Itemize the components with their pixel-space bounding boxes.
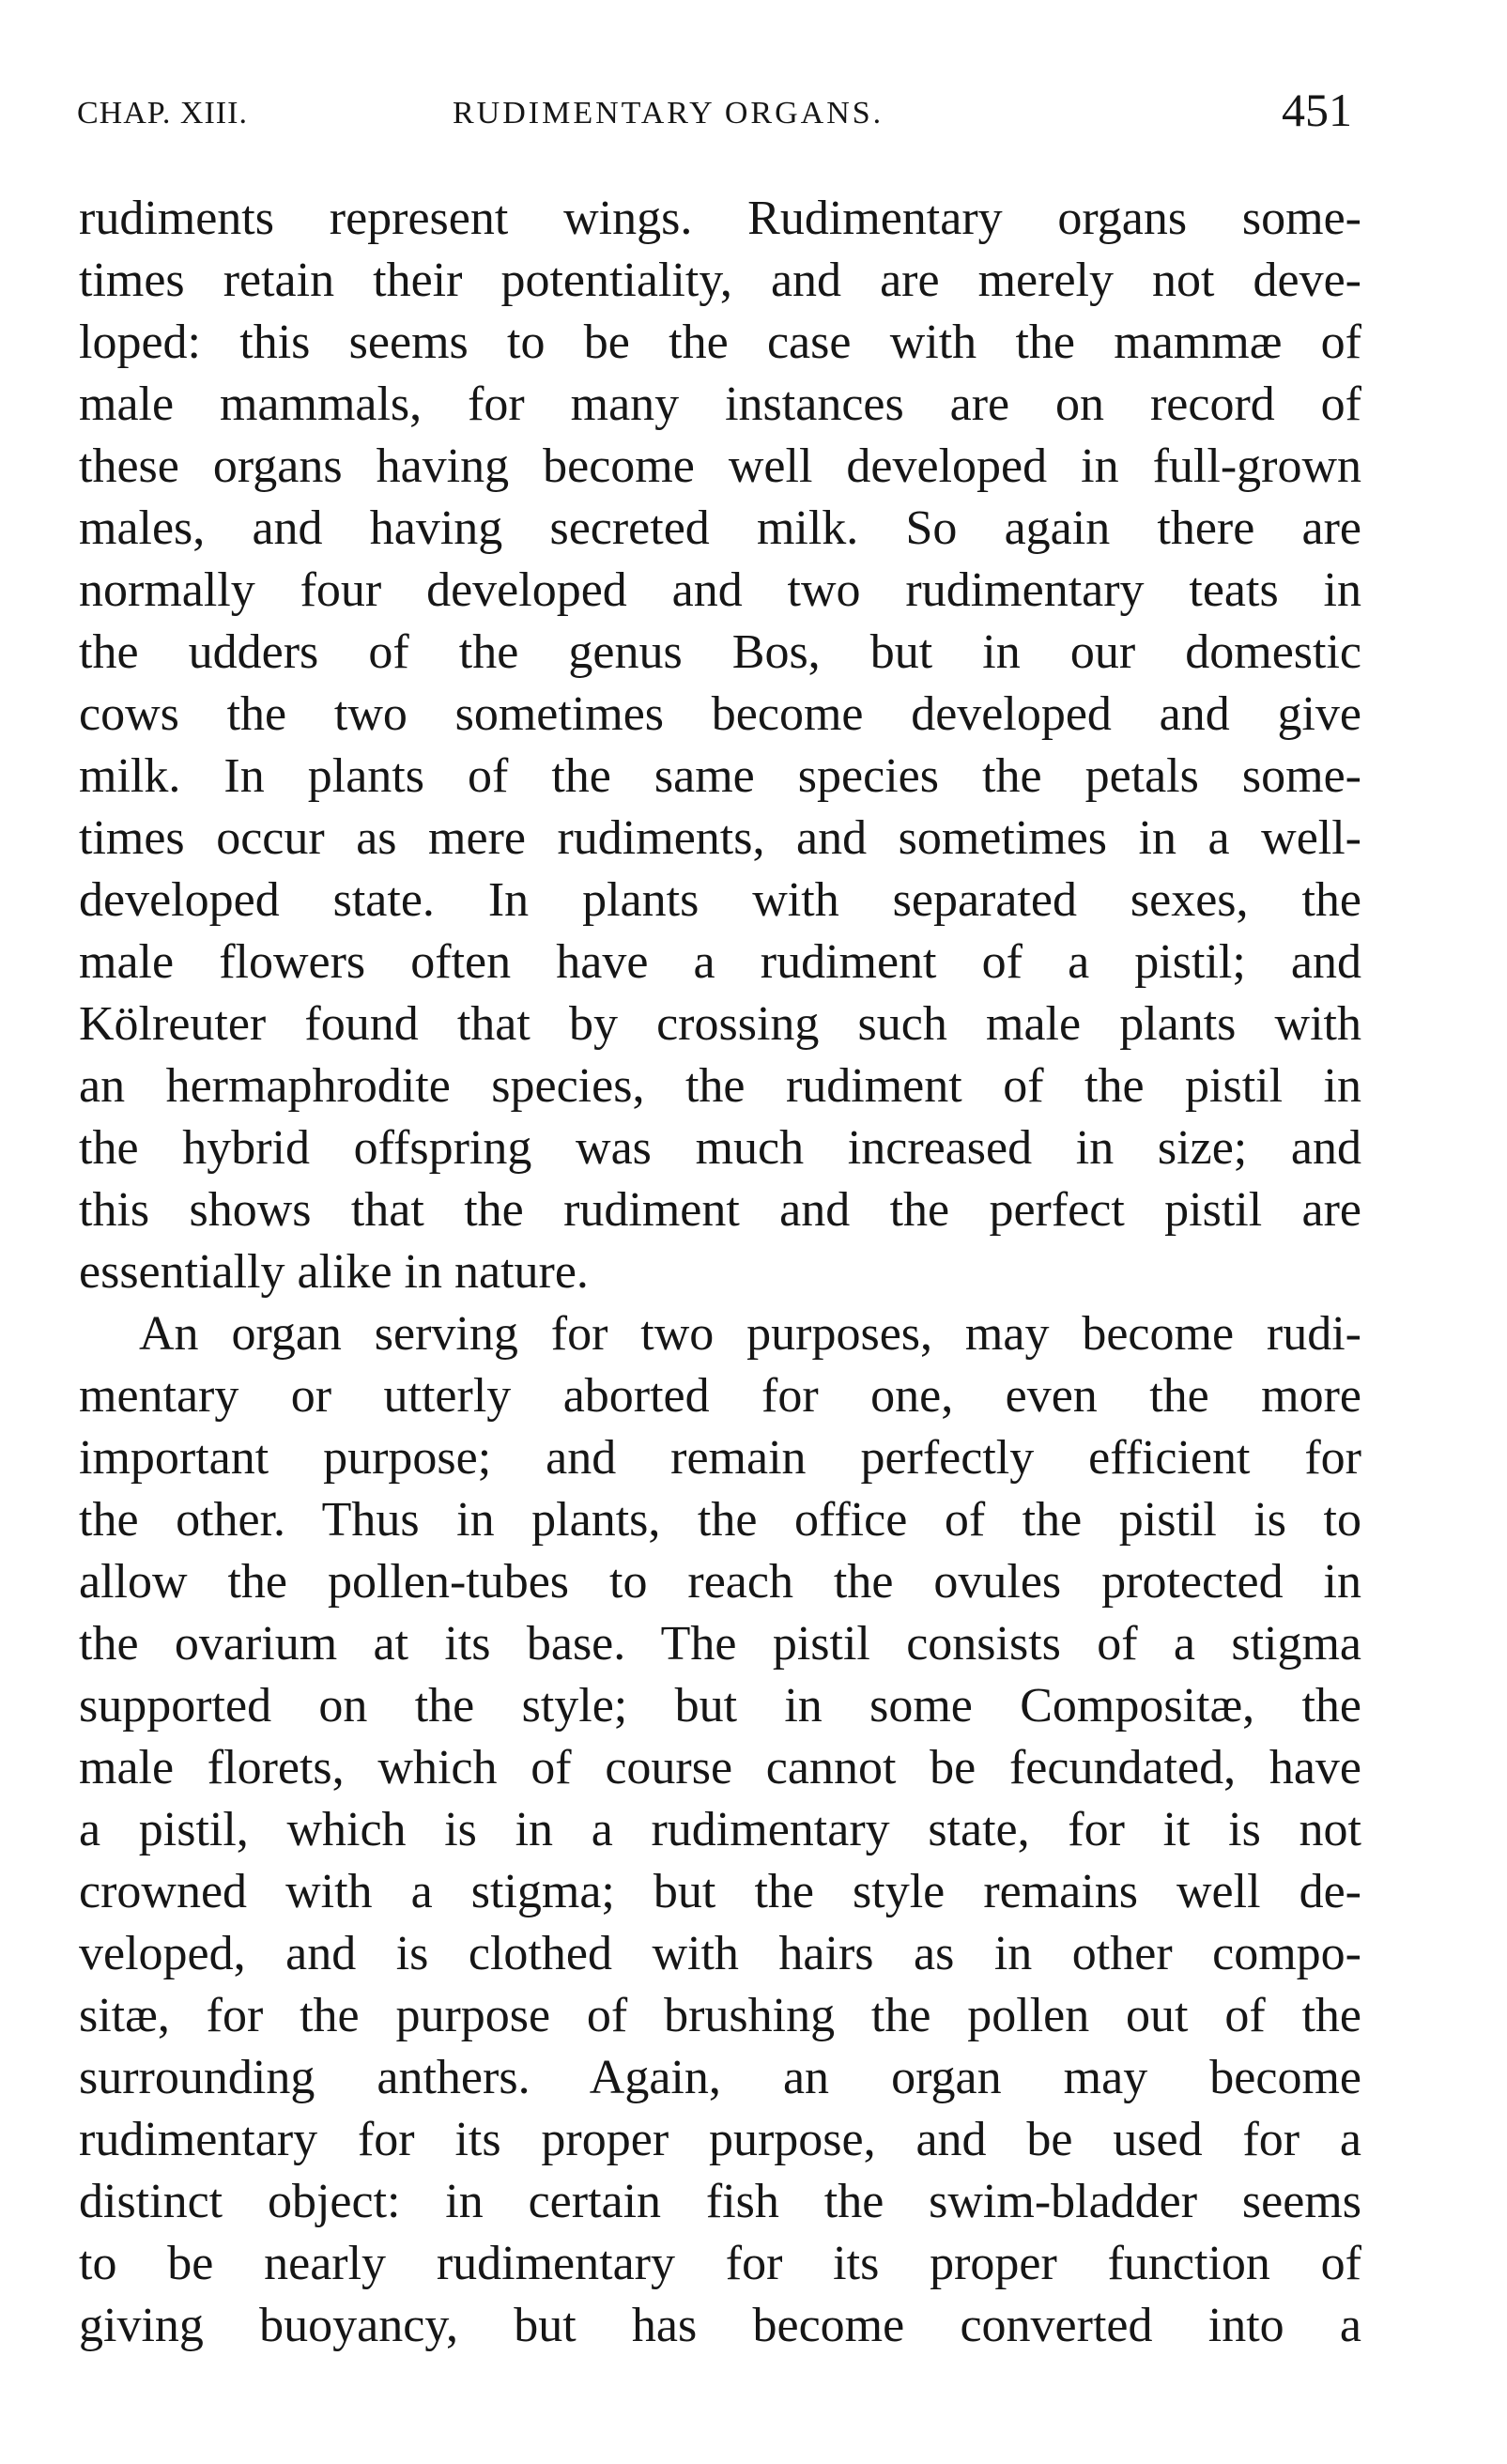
text-line: the udders of the genus Bos, but in our domestic	[79, 625, 1361, 679]
text-line: male florets, which of course cannot be fecundated, have	[79, 1741, 1361, 1794]
running-title: RUDIMENTARY ORGANS.	[453, 96, 884, 131]
text-line: this shows that the rudiment and the perfect pistil are	[79, 1183, 1361, 1237]
text-line: male flowers often have a rudiment of a pistil; and	[79, 935, 1361, 989]
text-line: times occur as mere rudiments, and sometimes in a well-	[79, 811, 1361, 865]
text-line: essentially alike in nature.	[79, 1245, 589, 1299]
text-line: sitæ, for the purpose of brushing the pollen out of the	[79, 1989, 1361, 2042]
text-line: males, and having secreted milk. So again there are	[79, 501, 1361, 555]
text-line: to be nearly rudimentary for its proper function of	[79, 2237, 1361, 2290]
text-line: a pistil, which is in a rudimentary state, for it is not	[79, 1803, 1361, 1856]
paragraph-1	[79, 188, 1361, 1303]
text-line: rudimentary for its proper purpose, and be used for a	[79, 2113, 1361, 2166]
text-line: loped: this seems to be the case with the mammæ of	[79, 316, 1361, 369]
text-line: milk. In plants of the same species the petals some-	[79, 749, 1361, 803]
text-line: male mammals, for many instances are on record of	[79, 377, 1361, 431]
text-line: veloped, and is clothed with hairs as in other compo-	[79, 1927, 1361, 1980]
text-line: rudiments represent wings. Rudimentary organs some-	[79, 192, 1361, 245]
text-line: developed state. In plants with separated sexes, the	[79, 873, 1361, 927]
paragraph-2	[79, 1303, 1361, 2357]
text-line: An organ serving for two purposes, may become rudi-	[139, 1307, 1361, 1361]
text-line: mentary or utterly aborted for one, even the more	[79, 1369, 1361, 1423]
text-line: giving buoyancy, but has become converted into a	[79, 2299, 1361, 2352]
chapter-label: CHAP. XIII.	[77, 96, 248, 131]
text-line: the hybrid offspring was much increased in size; and	[79, 1121, 1361, 1175]
body-text	[79, 188, 1361, 2357]
text-line: an hermaphrodite species, the rudiment of the pistil in	[79, 1059, 1361, 1113]
text-line: Kölreuter found that by crossing such male plants with	[79, 997, 1361, 1051]
text-line: normally four developed and two rudimentary teats in	[79, 563, 1361, 617]
text-line: important purpose; and remain perfectly efficient for	[79, 1431, 1361, 1485]
page-number: 451	[1282, 84, 1352, 136]
text-line: crowned with a stigma; but the style remains well de-	[79, 1865, 1361, 1918]
text-line: cows the two sometimes become developed and give	[79, 687, 1361, 741]
text-line: surrounding anthers. Again, an organ may become	[79, 2051, 1361, 2104]
text-line: these organs having become well developed in full-grown	[79, 439, 1361, 493]
text-line: supported on the style; but in some Compositæ, the	[79, 1679, 1361, 1732]
text-line: the ovarium at its base. The pistil consists of a stigma	[79, 1617, 1361, 1671]
text-line: the other. Thus in plants, the office of the pistil is to	[79, 1493, 1361, 1547]
text-line: allow the pollen-tubes to reach the ovules protected in	[79, 1555, 1361, 1609]
running-head	[77, 83, 1363, 148]
text-line: times retain their potentiality, and are merely not deve-	[79, 254, 1361, 307]
text-line: distinct object: in certain fish the swim-bladder seems	[79, 2175, 1361, 2228]
